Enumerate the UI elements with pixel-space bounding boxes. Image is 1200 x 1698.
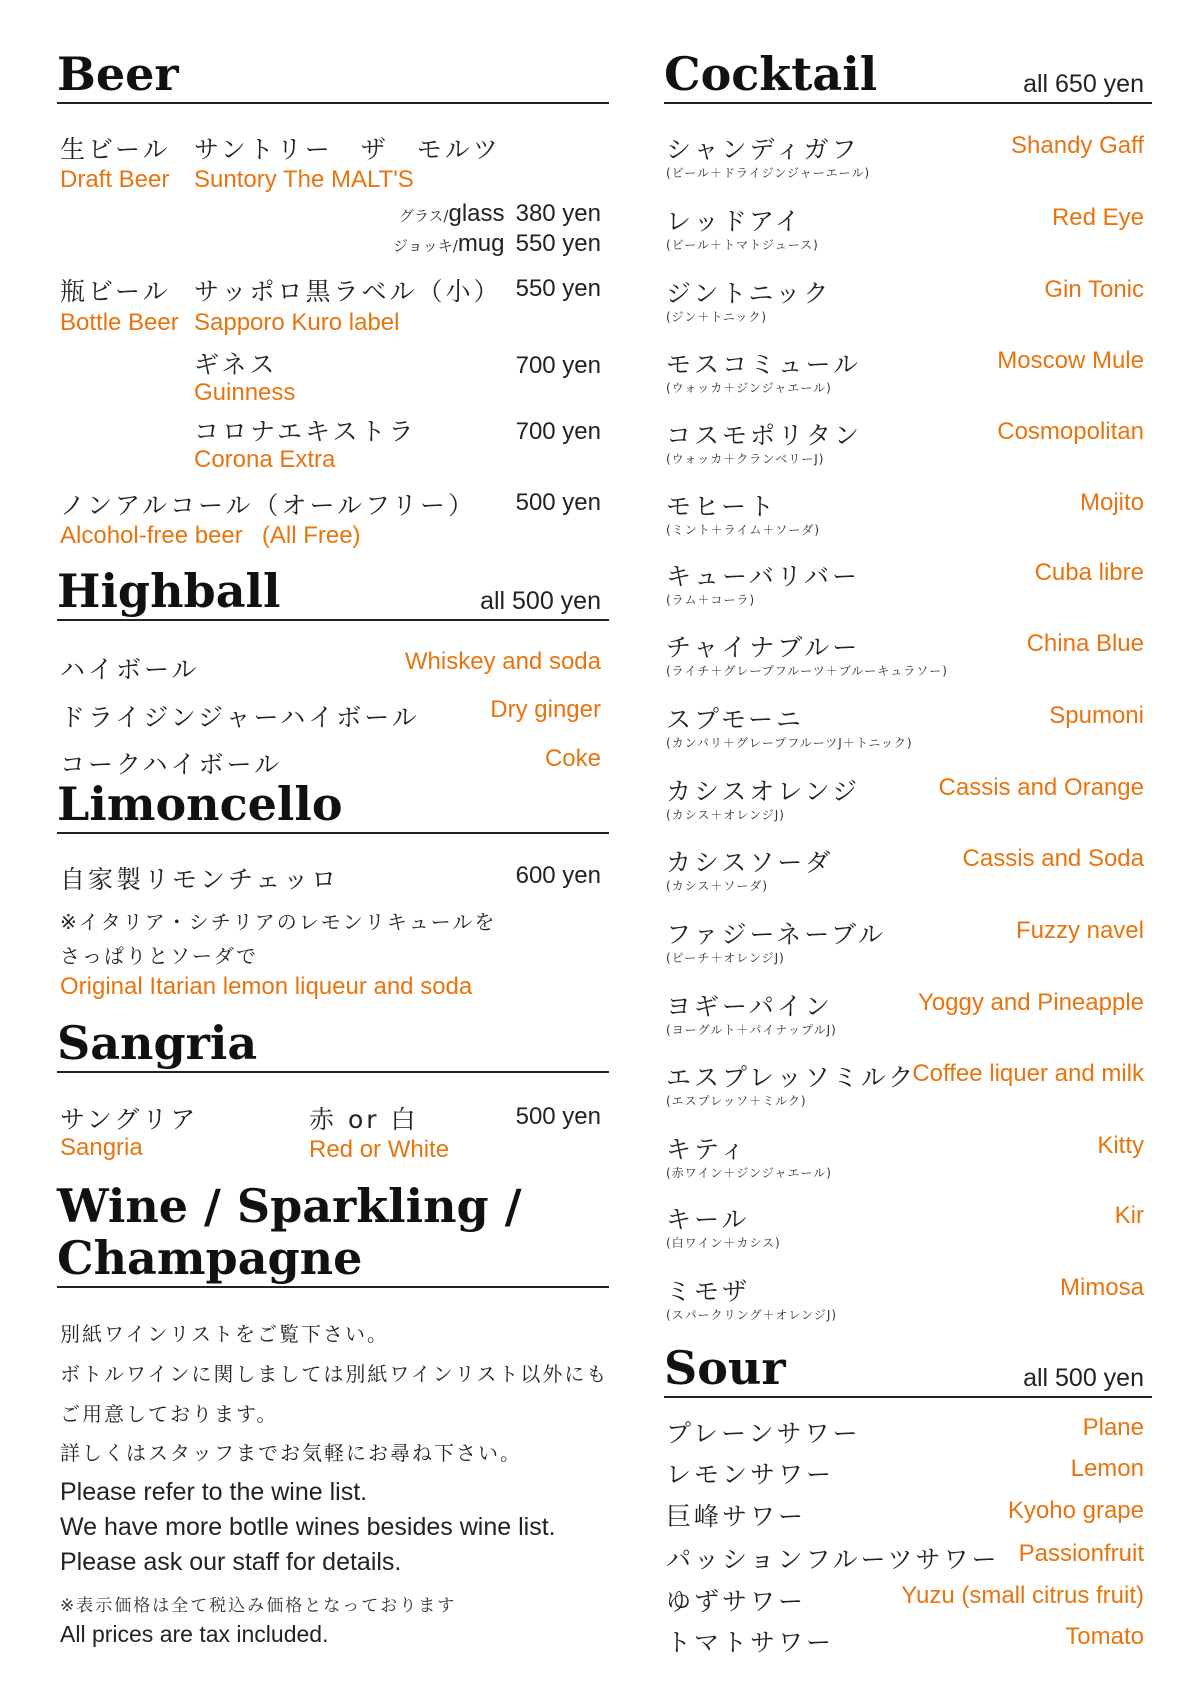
cocktail-sub: (ビール＋ドライジンジャーエール) <box>666 166 871 180</box>
sour-item-en: Passionfruit <box>1018 1540 1144 1567</box>
cocktail-en: Cassis and Soda <box>962 845 1144 872</box>
cocktail-item <box>664 1130 1152 1180</box>
highball-item-jp: コークハイボール <box>60 750 283 779</box>
tax-note-jp: ※表示価格は全て税込み価格となっております <box>60 1596 457 1616</box>
cocktail-jp: カシスオレンジ <box>666 777 861 806</box>
nonalcohol-en: Alcohol-free beer <box>60 522 243 549</box>
bottle-item-price: 700 yen <box>515 352 601 379</box>
cocktail-item <box>664 416 1152 466</box>
cocktail-jp: スプモーニ <box>666 705 805 734</box>
bottle-item-en: Corona Extra <box>194 446 336 473</box>
size-jp: グラス/ <box>398 207 449 225</box>
limoncello-item-price: 600 yen <box>515 862 601 889</box>
cocktail-jp: キティ <box>666 1135 749 1164</box>
cocktail-sub: (ジン＋トニック) <box>666 310 768 324</box>
cocktail-sub: (エスプレッソ＋ミルク) <box>666 1094 807 1108</box>
cocktail-en: Cosmopolitan <box>997 418 1144 445</box>
sour-item-en: Lemon <box>1070 1455 1144 1482</box>
sour-item-jp: 巨峰サワー <box>666 1502 807 1531</box>
cocktail-en: Moscow Mule <box>997 347 1144 374</box>
cocktail-jp: チャイナブルー <box>666 633 861 662</box>
cocktail-item <box>664 987 1152 1037</box>
wine-en-line: Please refer to the wine list. <box>60 1478 368 1506</box>
cocktail-item <box>664 1272 1152 1322</box>
limoncello-title: Limoncello <box>57 777 343 831</box>
sour-item-en: Tomato <box>1065 1623 1144 1650</box>
cocktail-jp: モヒート <box>666 492 778 521</box>
highball-note: all 500 yen <box>480 587 601 615</box>
draft-beer-en: Draft Beer <box>60 166 170 193</box>
bottle-item-en: Guinness <box>194 379 296 406</box>
cocktail-en: Mimosa <box>1059 1274 1144 1301</box>
cocktail-item <box>664 487 1152 537</box>
sangria-item-en: Sangria <box>60 1134 143 1161</box>
cocktail-item <box>664 1058 1152 1108</box>
tax-note-en: All prices are tax included. <box>60 1621 329 1647</box>
cocktail-en: Cuba libre <box>1034 559 1144 586</box>
cocktail-en: Gin Tonic <box>1044 276 1144 303</box>
size-en: glass <box>448 200 505 227</box>
cocktail-jp: エスプレッソミルク <box>666 1063 917 1092</box>
bottle-beer-en: Bottle Beer <box>60 309 179 336</box>
cocktail-item <box>664 202 1152 252</box>
cocktail-jp: モスコミュール <box>666 350 862 379</box>
cocktail-jp: カシスソーダ <box>666 848 834 877</box>
cocktail-en: Yoggy and Pineapple <box>918 989 1144 1016</box>
sour-title: Sour <box>664 1341 786 1395</box>
sour-item-jp: プレーンサワー <box>666 1419 861 1448</box>
sour-item-jp: レモンサワー <box>666 1460 835 1489</box>
cocktail-jp: ジントニック <box>666 279 832 308</box>
highball-item-jp: ドライジンジャーハイボール <box>60 703 420 732</box>
cocktail-en: Red Eye <box>1051 204 1144 231</box>
cocktail-item <box>664 274 1152 324</box>
cocktail-item <box>664 915 1152 965</box>
sour-item-en: Kyoho grape <box>1007 1497 1144 1524</box>
highball-heading <box>57 565 609 621</box>
cocktail-jp: レッドアイ <box>666 207 803 236</box>
wine-en-line: We have more botlle wines besides wine list. <box>60 1513 556 1541</box>
cocktail-item <box>664 843 1152 893</box>
cocktail-sub: (カシス＋オレンジJ) <box>666 808 785 822</box>
sour-item-en: Plane <box>1082 1414 1144 1441</box>
sangria-item-jp: サングリア <box>60 1105 199 1134</box>
bottle-item-en: Sapporo Kuro label <box>194 309 400 336</box>
draft-brand-jp: サントリー ザ モルツ <box>194 135 501 164</box>
bottle-item-price: 700 yen <box>515 418 601 445</box>
sour-item-en: Yuzu (small citrus fruit) <box>901 1582 1144 1609</box>
sour-heading <box>664 1342 1152 1398</box>
bottle-item-jp: ギネス <box>194 350 278 379</box>
cocktail-sub: (赤ワイン＋ジンジャエール) <box>666 1166 832 1180</box>
cocktail-en: Mojito <box>1079 489 1144 516</box>
size-en: mug <box>457 230 505 257</box>
bottle-beer-jp: 瓶ビール <box>60 277 171 306</box>
bottle-item-jp: サッポロ黒ラベル（小） <box>194 277 502 306</box>
size-price: 550 yen <box>515 230 601 257</box>
sour-note: all 500 yen <box>1023 1364 1144 1392</box>
beer-heading <box>57 48 609 104</box>
cocktail-en: Coffee liquer and milk <box>912 1060 1144 1087</box>
cocktail-jp: コスモポリタン <box>666 421 863 450</box>
cocktail-item <box>664 557 1152 607</box>
cocktail-sub: (白ワイン＋カシス) <box>666 1236 781 1250</box>
cocktail-en: China Blue <box>1026 630 1144 657</box>
sour-item-jp: パッションフルーツサワー <box>666 1545 1000 1574</box>
wine-jp-line: ボトルワインに関しましては別紙ワインリスト以外にも <box>60 1362 609 1386</box>
cocktail-jp: キューバリバー <box>666 562 861 591</box>
cocktail-jp: キール <box>666 1205 750 1234</box>
cocktail-sub: (ピーチ＋オレンジJ) <box>666 951 785 965</box>
bottle-item-price: 550 yen <box>515 275 601 302</box>
size-jp: ジョッキ/ <box>393 237 458 255</box>
draft-size-mug <box>393 230 601 258</box>
cocktail-en: Fuzzy navel <box>1015 917 1144 944</box>
cocktail-item <box>664 130 1152 180</box>
highball-item-en: Dry ginger <box>490 696 601 723</box>
draft-beer-jp: 生ビール <box>60 135 171 164</box>
limoncello-item-jp: 自家製リモンチェッロ <box>60 865 340 894</box>
cocktail-item <box>664 1200 1152 1250</box>
cocktail-sub: (カシス＋ソーダ) <box>666 879 769 893</box>
wine-jp-line: 別紙ワインリストをご覧下さい。 <box>60 1322 389 1346</box>
draft-size-glass <box>399 200 601 228</box>
bottle-item-jp: コロナエキストラ <box>194 417 417 446</box>
wine-heading <box>57 1180 609 1288</box>
highball-item-en: Whiskey and soda <box>404 648 601 675</box>
cocktail-sub: (ウォッカ＋クランベリーJ) <box>666 452 825 466</box>
wine-title-line-2: Champagne <box>57 1231 363 1285</box>
highball-title: Highball <box>57 564 281 618</box>
cocktail-sub: (スパークリング＋オレンジJ) <box>666 1308 838 1322</box>
limoncello-desc-jp-1: ※イタリア・シチリアのレモンリキュールを <box>60 910 497 934</box>
cocktail-sub: (カンパリ＋グレープフルーツJ＋トニック) <box>666 736 913 750</box>
nonalcohol-price: 500 yen <box>515 489 601 516</box>
wine-title-line-1: Wine / Sparkling / <box>57 1179 522 1233</box>
highball-item-jp: ハイボール <box>60 655 200 684</box>
wine-jp-line: 詳しくはスタッフまでお気軽にお尋ね下さい。 <box>60 1441 522 1465</box>
cocktail-item <box>664 345 1152 395</box>
sangria-item-price: 500 yen <box>515 1103 601 1130</box>
highball-item-en: Coke <box>544 745 601 772</box>
cocktail-jp: シャンディガフ <box>666 135 860 164</box>
wine-jp-line: ご用意しております。 <box>60 1402 279 1426</box>
cocktail-sub: (ウォッカ＋ジンジャエール) <box>666 381 832 395</box>
beer-title: Beer <box>57 47 179 101</box>
cocktail-en: Kitty <box>1097 1132 1144 1159</box>
sangria-type-jp: 赤 or 白 <box>309 1105 419 1134</box>
cocktail-item <box>664 628 1152 678</box>
limoncello-desc-jp-2: さっぱりとソーダで <box>60 944 258 968</box>
cocktail-en: Shandy Gaff <box>1011 132 1144 159</box>
sour-item-jp: ゆずサワー <box>666 1587 807 1616</box>
cocktail-jp: ファジーネーブル <box>666 920 887 949</box>
nonalcohol-en-line <box>60 522 361 550</box>
cocktail-sub: (ラム＋コーラ) <box>666 593 756 607</box>
sangria-type-en: Red or White <box>309 1136 450 1163</box>
cocktail-jp: ミモザ <box>666 1277 751 1306</box>
nonalcohol-jp: ノンアルコール（オールフリー） <box>60 491 477 520</box>
cocktail-item <box>664 772 1152 822</box>
cocktail-en: Kir <box>1114 1202 1144 1229</box>
cocktail-en: Spumoni <box>1049 702 1144 729</box>
cocktail-item <box>664 700 1152 750</box>
sour-item-jp: トマトサワー <box>666 1628 835 1657</box>
cocktail-heading <box>664 48 1152 104</box>
limoncello-desc-en: Original Itarian lemon liqueur and soda <box>60 973 473 1000</box>
cocktail-en: Cassis and Orange <box>938 774 1144 801</box>
limoncello-heading <box>57 778 609 834</box>
sangria-heading <box>57 1017 609 1073</box>
wine-en-line: Please ask our staff for details. <box>60 1548 402 1576</box>
sangria-title: Sangria <box>57 1016 258 1070</box>
cocktail-note: all 650 yen <box>1023 70 1144 98</box>
cocktail-sub: (ミント＋ライム＋ソーダ) <box>666 523 821 537</box>
cocktail-title: Cocktail <box>664 47 878 101</box>
cocktail-sub: (ビール＋トマトジュース) <box>666 238 819 252</box>
size-price: 380 yen <box>515 200 601 227</box>
nonalcohol-en-note: (All Free) <box>261 522 361 549</box>
cocktail-sub: (ライチ＋グレープフルーツ＋ブルーキュラソー) <box>666 664 948 678</box>
cocktail-jp: ヨギーパイン <box>666 992 833 1021</box>
draft-brand-en: Suntory The MALT'S <box>194 166 414 193</box>
cocktail-sub: (ヨーグルト＋パイナップルJ) <box>666 1023 837 1037</box>
